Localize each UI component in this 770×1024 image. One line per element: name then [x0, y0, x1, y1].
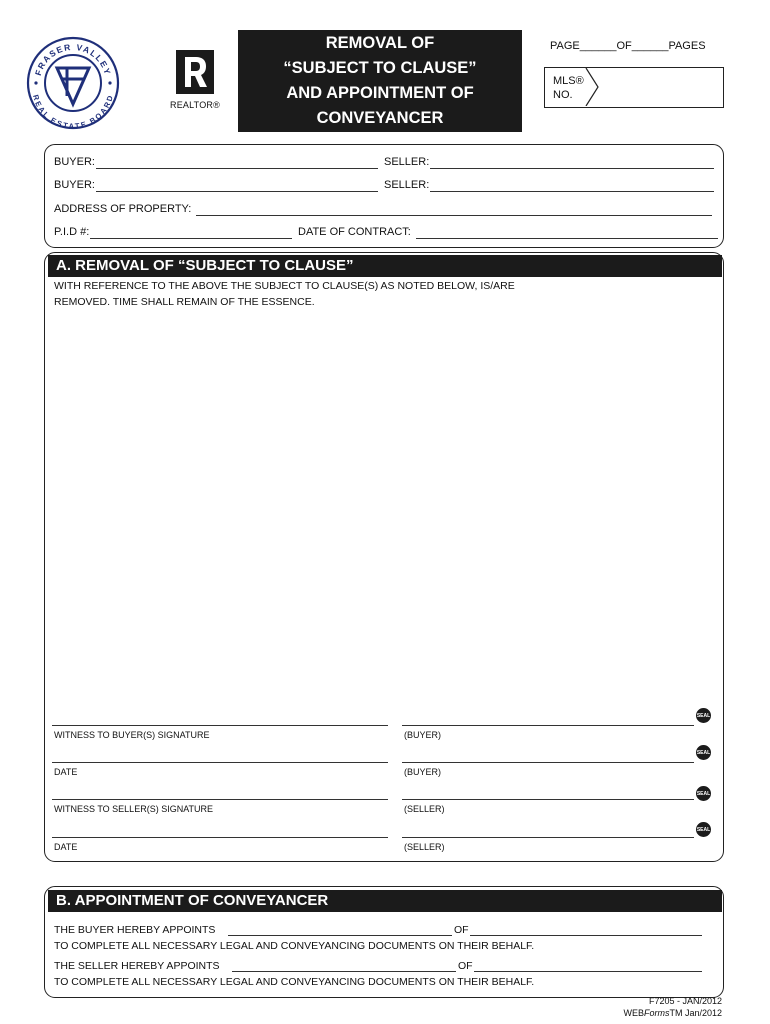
realtor-label: REALTOR®	[170, 100, 220, 110]
buyer-of-label: OF	[454, 924, 469, 936]
form-code: F7205 - JAN/2012	[648, 996, 722, 1006]
buyer-signature-label-2: (BUYER)	[404, 767, 442, 777]
title-line-4: CONVEYANCER	[316, 109, 444, 127]
buyer-label-2: BUYER:	[54, 179, 95, 191]
buyer-date-label: DATE	[54, 767, 78, 777]
date-of-contract-field[interactable]	[416, 238, 718, 239]
buyer-complete-text: TO COMPLETE ALL NECESSARY LEGAL AND CONVEYANCING DOCUMENTS ON THEIR BEHALF.	[54, 940, 535, 952]
section-a-text-line-2: REMOVED. TIME SHALL REMAIN OF THE ESSENCE.	[54, 296, 315, 308]
webforms-credit: WEBFormsTM Jan/2012	[623, 1008, 722, 1018]
seller-appoints-label: THE SELLER HEREBY APPOINTS	[54, 960, 220, 972]
pid-field[interactable]	[90, 238, 292, 239]
seller-conveyancer-firm-field[interactable]	[474, 971, 702, 972]
witness-buyer-signature-label: WITNESS TO BUYER(S) SIGNATURE	[54, 730, 210, 740]
seller-date-label: DATE	[54, 842, 78, 852]
witness-seller-signature-label: WITNESS TO SELLER(S) SIGNATURE	[54, 804, 214, 814]
buyer-field-1[interactable]	[96, 168, 378, 169]
fraser-valley-board-logo	[26, 36, 120, 130]
buyer-signature-line-2[interactable]	[402, 762, 694, 763]
seller-signature-label-1: (SELLER)	[404, 804, 445, 814]
subject-clause-entry-area[interactable]	[52, 314, 714, 704]
pid-label: P.I.D #:	[54, 226, 90, 238]
buyer-signature-line-1[interactable]	[402, 725, 694, 726]
seller-label-2: SELLER:	[384, 179, 430, 191]
seller-signature-line-1[interactable]	[402, 799, 694, 800]
buyer-conveyancer-firm-field[interactable]	[470, 935, 702, 936]
title-line-3: AND APPOINTMENT OF	[286, 84, 474, 102]
seal-icon: SEAL	[696, 708, 711, 723]
seal-icon: SEAL	[696, 786, 711, 801]
seller-signature-label-2: (SELLER)	[404, 842, 445, 852]
section-a-title: A. REMOVAL OF “SUBJECT TO CLAUSE”	[48, 255, 722, 277]
buyer-date-line[interactable]	[52, 762, 388, 763]
form-title	[238, 30, 522, 132]
seller-date-line[interactable]	[52, 837, 388, 838]
seller-signature-line-2[interactable]	[402, 837, 694, 838]
seller-field-1[interactable]	[430, 168, 714, 169]
svg-text:FRASER VALLEY: FRASER VALLEY	[32, 41, 114, 77]
seller-complete-text: TO COMPLETE ALL NECESSARY LEGAL AND CONVEYANCING DOCUMENTS ON THEIR BEHALF.	[54, 976, 535, 988]
buyer-appoints-label: THE BUYER HEREBY APPOINTS	[54, 924, 216, 936]
witness-seller-signature-line[interactable]	[52, 799, 388, 800]
seal-icon: SEAL	[696, 822, 711, 837]
seller-conveyancer-name-field[interactable]	[232, 971, 456, 972]
mls-arrow-divider	[585, 68, 601, 106]
seller-field-2[interactable]	[430, 191, 714, 192]
buyer-conveyancer-name-field[interactable]	[228, 935, 452, 936]
buyer-label-1: BUYER:	[54, 156, 95, 168]
mls-label: MLS® NO.	[553, 75, 584, 101]
section-a-text-line-1: WITH REFERENCE TO THE ABOVE THE SUBJECT TO CLAUSE(S) AS NOTED BELOW, IS/ARE	[54, 280, 515, 292]
witness-buyer-signature-line[interactable]	[52, 725, 388, 726]
address-field[interactable]	[196, 215, 712, 216]
address-label: ADDRESS OF PROPERTY:	[54, 203, 192, 215]
section-b-title: B. APPOINTMENT OF CONVEYANCER	[48, 890, 722, 912]
page-of-pages[interactable]: PAGE______OF______PAGES	[550, 40, 706, 52]
seller-label-1: SELLER:	[384, 156, 430, 168]
buyer-field-2[interactable]	[96, 191, 378, 192]
seal-icon: SEAL	[696, 745, 711, 760]
buyer-signature-label-1: (BUYER)	[404, 730, 442, 740]
seller-of-label: OF	[458, 960, 473, 972]
title-line-1: REMOVAL OF	[325, 34, 435, 52]
svg-text:REAL ESTATE BOARD: REAL ESTATE BOARD	[31, 93, 115, 130]
title-line-2: “SUBJECT TO CLAUSE”	[283, 59, 477, 77]
date-of-contract-label: DATE OF CONTRACT:	[298, 226, 411, 238]
